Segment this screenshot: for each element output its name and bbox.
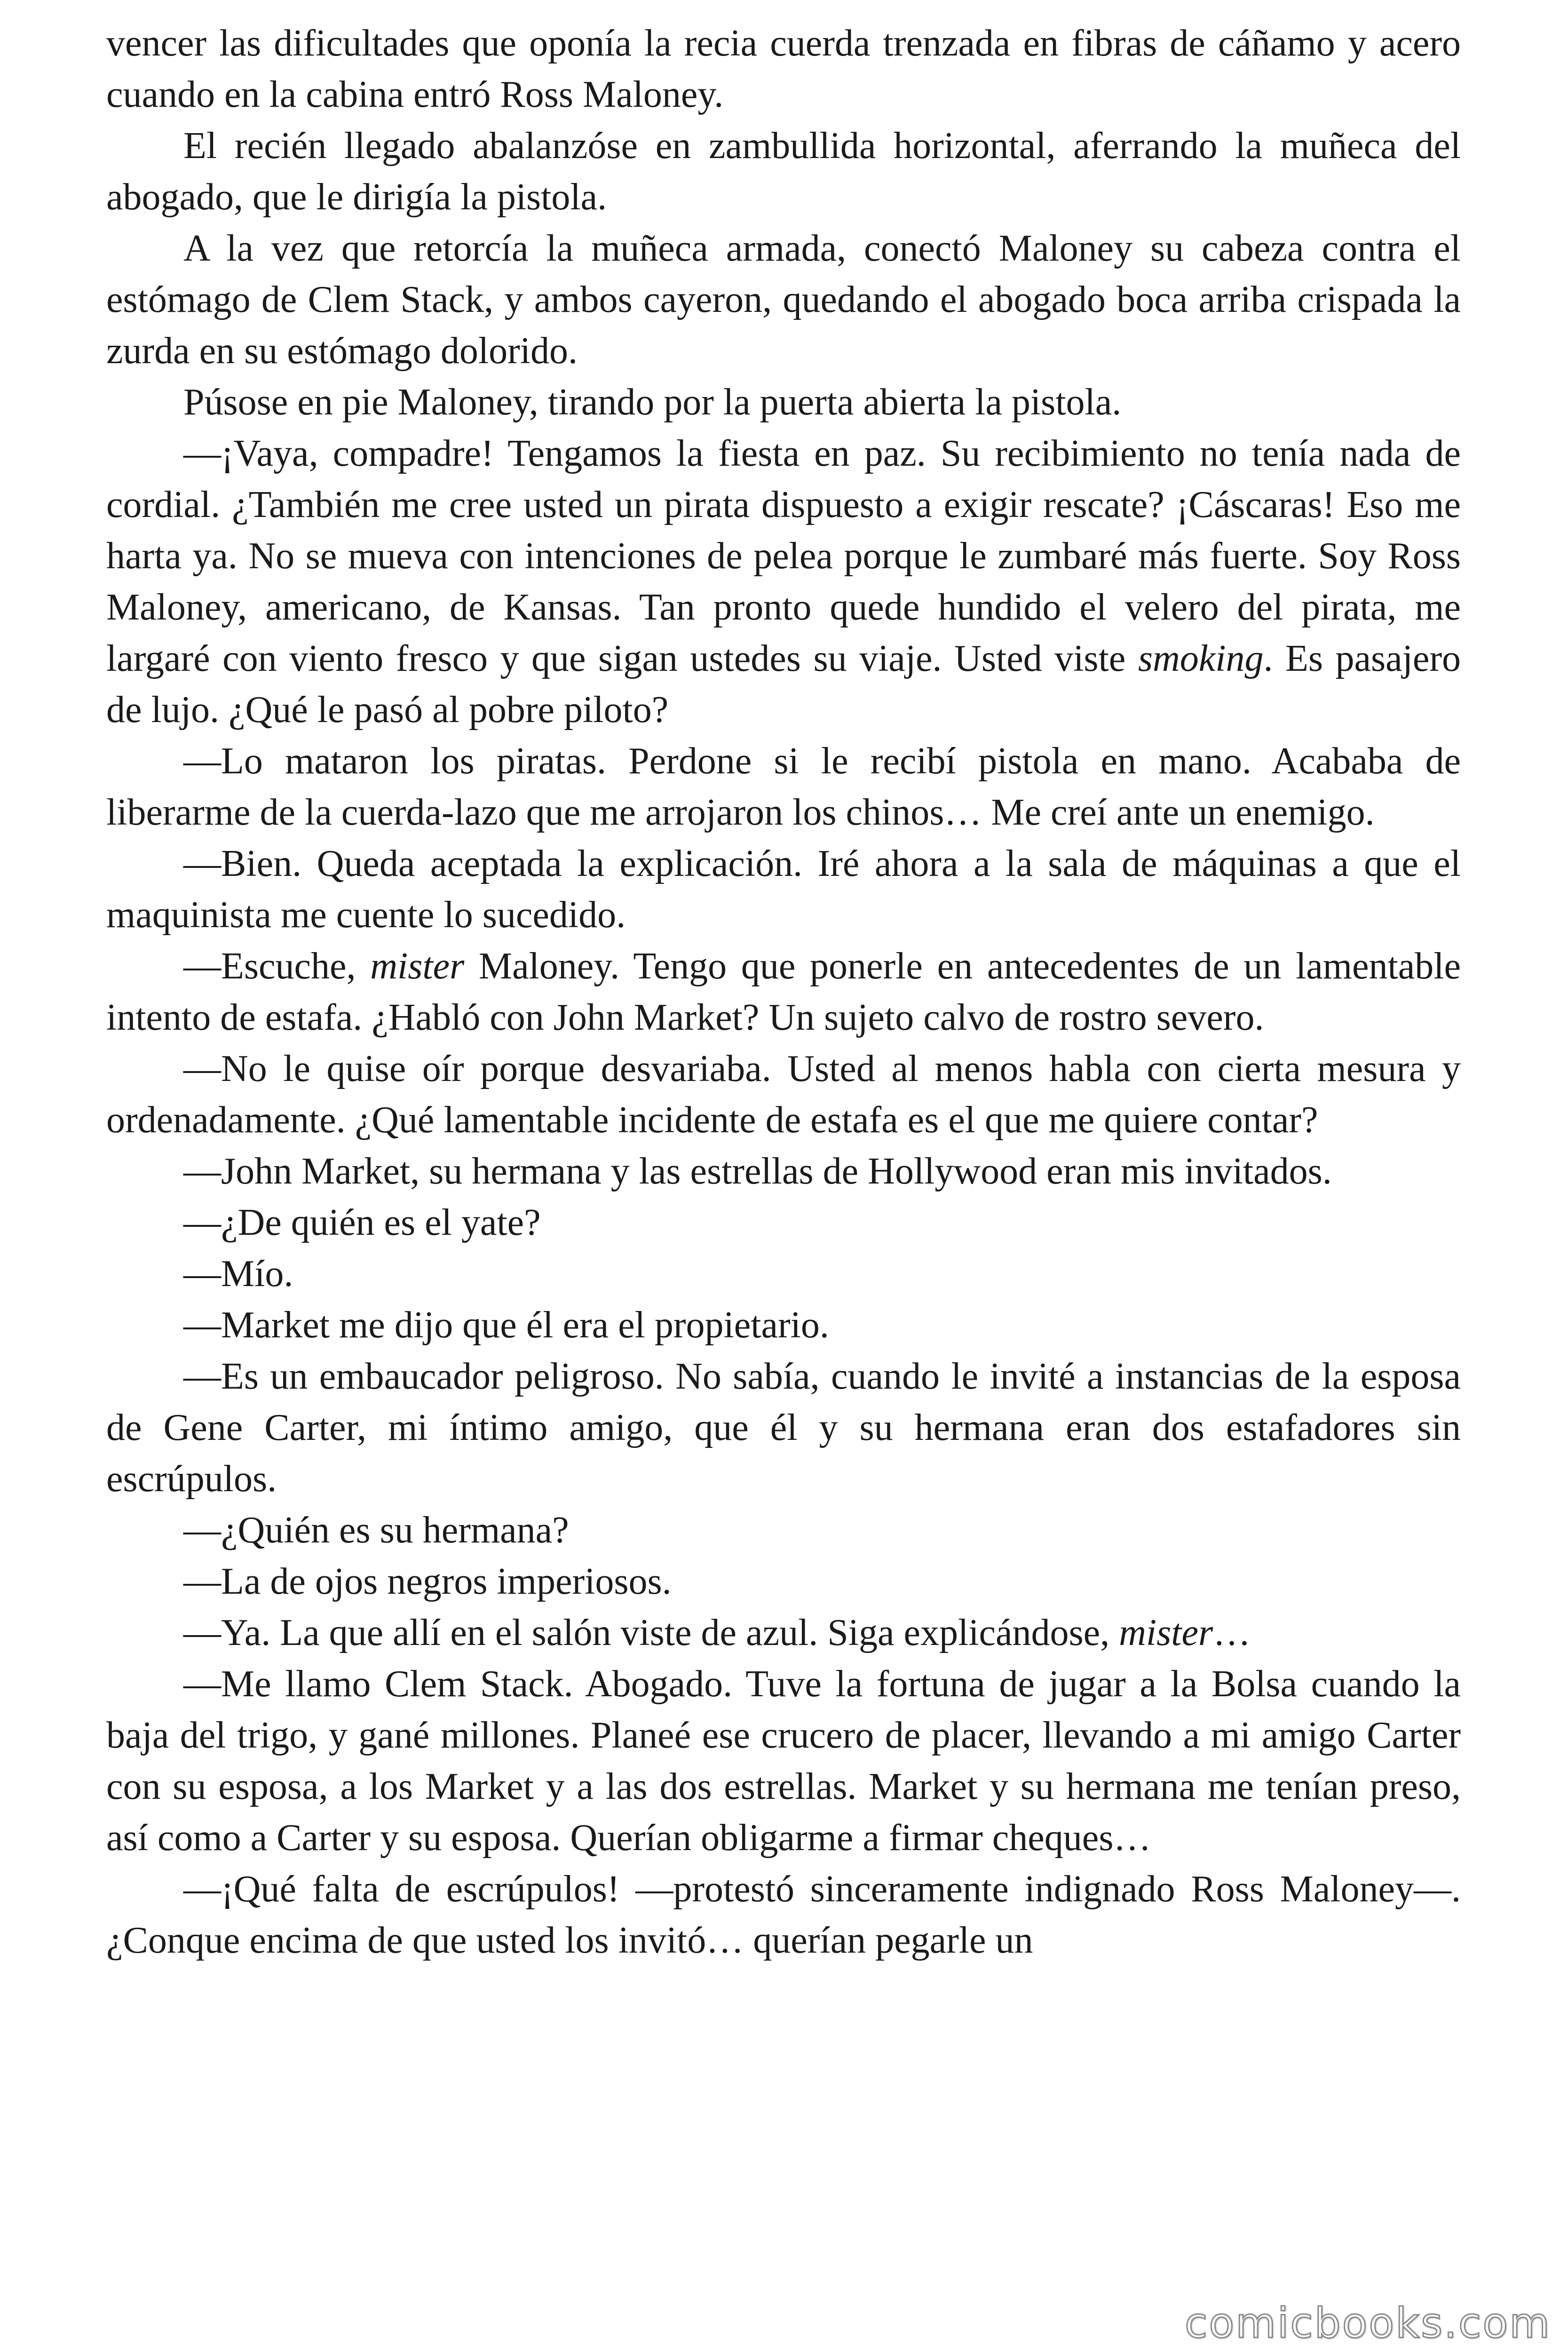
text-run: —¡Vaya, compadre! Tengamos la fiesta en paz. Su recibimiento no tenía nada de cordial. ¿También me cree usted un pirata dispuesto a exigir rescate? ¡Cáscaras! Eso me harta ya. No se mueva con intenciones de pelea porque le zumbaré más fuerte. Soy Ross Maloney, americano, de Kansas. Tan pronto quede hundido el velero del pirata, me largaré con viento fresco y que sigan ustedes su viaje. Usted viste (106, 433, 1461, 679)
paragraph (106, 941, 1461, 1043)
paragraph (106, 1864, 1461, 1966)
italic-text: mister (370, 946, 465, 987)
text-run: —John Market, su hermana y las estrellas de Hollywood eran mis invitados. (183, 1151, 1332, 1192)
paragraph (106, 377, 1461, 428)
paragraph (106, 838, 1461, 941)
italic-text: smoking (1138, 638, 1264, 679)
watermark-text: comicbooks.com (1184, 2299, 1551, 2347)
italic-text: mister (1119, 1612, 1213, 1653)
text-run: —¿Quién es su hermana? (183, 1510, 569, 1551)
text-run: … (1213, 1612, 1251, 1653)
text-run: —Es un embaucador peligroso. No sabía, cuando le invité a instancias de la esposa de Gene Carter, mi íntimo amigo, que él y su hermana eran dos estafadores sin escrúpulos. (106, 1356, 1461, 1500)
paragraph (106, 736, 1461, 838)
text-run: —Bien. Queda aceptada la explicación. Iré ahora a la sala de máquinas a que el maquinista me cuente lo sucedido. (106, 843, 1461, 936)
text-run: —¿De quién es el yate? (183, 1202, 541, 1243)
text-run: Púsose en pie Maloney, tirando por la puerta abierta la pistola. (183, 381, 1122, 423)
paragraph (106, 120, 1461, 223)
paragraph (106, 428, 1461, 736)
text-run: —Lo mataron los piratas. Perdone si le recibí pistola en mano. Acababa de liberarme de la cuerda-lazo que me arrojaron los chinos… Me creí ante un enemigo. (106, 740, 1461, 833)
text-run: —Mío. (183, 1253, 293, 1295)
paragraph (106, 1300, 1461, 1351)
text-run: A la vez que retorcía la muñeca armada, conectó Maloney su cabeza contra el estómago de Clem Stack, y ambos cayeron, quedando el abogado boca arriba crispada la zurda en su estómago dolorido. (106, 228, 1461, 372)
text-run: —Ya. La que allí en el salón viste de azul. Siga explicándose, (183, 1612, 1119, 1653)
text-run: El recién llegado abalanzóse en zambullida horizontal, aferrando la muñeca del abogado, que le dirigía la pistola. (106, 125, 1461, 218)
text-run: —No le quise oír porque desvariaba. Usted al menos habla con cierta mesura y ordenadamente. ¿Qué lamentable incidente de estafa es el que me quiere contar? (106, 1048, 1461, 1141)
paragraph (106, 1351, 1461, 1505)
paragraph (106, 1248, 1461, 1300)
paragraph (106, 1043, 1461, 1146)
text-run: —La de ojos negros imperiosos. (183, 1561, 672, 1602)
paragraph (106, 1146, 1461, 1197)
paragraph (106, 1607, 1461, 1659)
document-page (106, 18, 1461, 1966)
text-run: —Escuche, (183, 946, 371, 987)
paragraph (106, 1556, 1461, 1607)
paragraph (106, 223, 1461, 377)
text-run: Maloney. Tengo que ponerle en antecedentes de un lamentable intento de estafa. ¿Habló con John Market? Un sujeto calvo de rostro severo. (106, 946, 1461, 1038)
text-run: —Me llamo Clem Stack. Abogado. Tuve la fortuna de jugar a la Bolsa cuando la baja del trigo, y gané millones. Planeé ese crucero de placer, llevando a mi amigo Carter con su esposa, a los Market y a las dos estrellas. Market y su hermana me tenían preso, así como a Carter y su esposa. Querían obligarme a firmar cheques… (106, 1663, 1461, 1859)
text-run: vencer las dificultades que oponía la recia cuerda trenzada en fibras de cáñamo y acero cuando en la cabina entró Ross Maloney. (106, 23, 1461, 115)
paragraph (106, 1659, 1461, 1864)
text-run: —¡Qué falta de escrúpulos! —protestó sinceramente indignado Ross Maloney—. ¿Conque encima de que usted los invitó… querían pegarle un (106, 1868, 1461, 1961)
continued-paragraph (106, 18, 1461, 120)
text-run: —Market me dijo que él era el propietario. (183, 1304, 829, 1346)
paragraph (106, 1197, 1461, 1248)
paragraph (106, 1505, 1461, 1556)
text-run: . Es pasajero de lujo. ¿Qué le pasó al pobre piloto? (106, 638, 1461, 731)
